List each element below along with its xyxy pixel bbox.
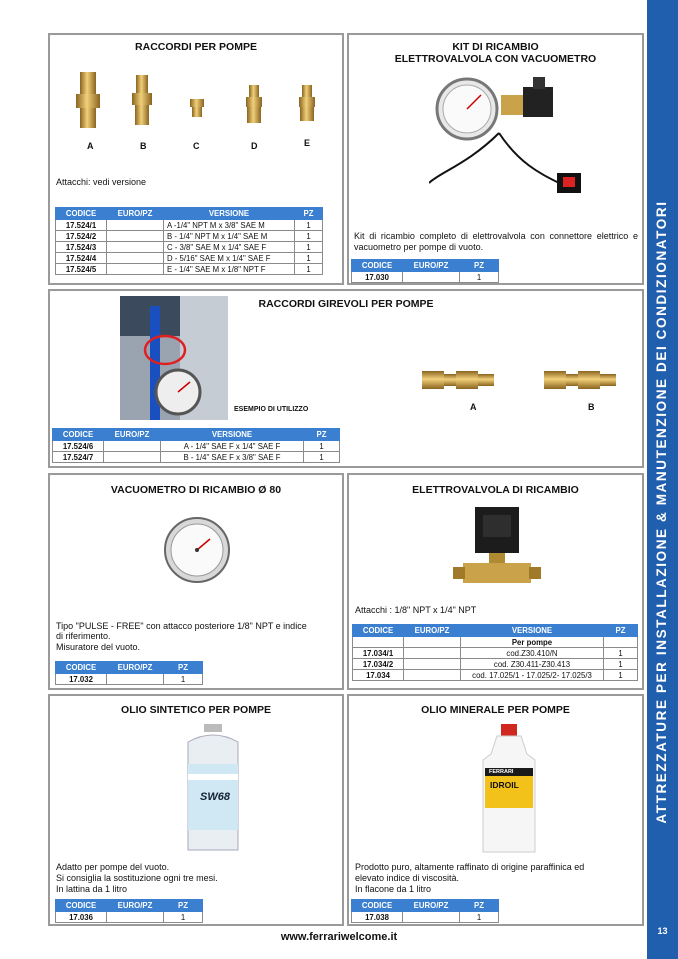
fittings-image [50,67,340,147]
col-pz: PZ [295,208,323,220]
olio-min-desc-2: elevato indice di viscosità. [355,873,460,883]
table-header-row [353,625,638,637]
kit-table [351,259,499,283]
can-label-text: SW68 [200,791,230,803]
vacuometro-desc-3: Misuratore del vuoto. [56,642,141,652]
cell-version: D - 5/16" SAE M x 1/4" SAE F [164,253,295,264]
table-row [352,912,499,923]
table-row [56,253,323,264]
fitting-label-b: B [140,141,147,151]
cell-version: cod. 17.025/1 - 17.025/2- 17.025/3 [461,670,604,681]
cell-code: 17.030 [352,272,403,283]
box-title: RACCORDI PER POMPE [135,41,257,53]
cell-euro [107,231,164,242]
table-header-row [352,900,499,912]
elettrovalvola-table [352,624,638,681]
col-euro: EURO/PZ [107,662,164,674]
cell-version: B - 1/4" NPT M x 1/4" SAE M [164,231,295,242]
cell-euro [107,242,164,253]
olio-sint-desc-2: Si consiglia la sostituzione ogni tre mesi. [56,873,218,883]
cell-subheader: Per pompe [461,637,604,648]
cell-code: 17.524/4 [56,253,107,264]
cell-euro [107,264,164,275]
col-codice: CODICE [56,208,107,220]
cell-pz: 1 [295,231,323,242]
table-header-row [352,260,499,272]
col-euro: EURO/PZ [404,625,461,637]
olio-sint-table [55,899,203,923]
olio-min-desc-3: In flacone da 1 litro [355,884,432,894]
vacuometro-desc-2: di riferimento. [56,631,111,641]
table-row [56,220,323,231]
kit-image [429,73,629,223]
swivel-label-a: A [470,402,477,412]
cell-euro [404,648,461,659]
cell-pz: 1 [304,452,340,463]
fitting-label-e: E [304,138,311,148]
cell-version: E - 1/4" SAE M x 1/8" NPT F [164,264,295,275]
cell-pz: 1 [295,242,323,253]
cell-euro [107,674,164,685]
box-olio-sintetico [48,694,344,926]
elettrovalvola-attacchi: Attacchi : 1/8" NPT x 1/4" NPT [355,605,477,615]
vacuometro-desc-1: Tipo "PULSE - FREE" con attacco posteriore 1/8" NPT e indice [56,621,307,631]
table-header-row [56,900,203,912]
table-header-row [56,662,203,674]
olio-min-desc-1: Prodotto puro, altamente raffinato di origine paraffinica ed [355,862,585,872]
box-girevoli [48,289,644,468]
raccordi-table [55,207,323,275]
box-title-line2: ELETTROVALVOLA CON VACUOMETRO [394,53,597,65]
vacuometro-table [55,661,203,685]
cell-pz: 1 [164,674,203,685]
cell-pz: 1 [460,272,499,283]
vacuum-gauge-image [162,515,232,585]
footer-url[interactable]: www.ferrariwelcome.it [280,931,398,943]
cell-euro [107,253,164,264]
cell-code: 17.524/3 [56,242,107,253]
cell-euro [403,912,460,923]
cell-euro [404,670,461,681]
cell-code: 17.034 [353,670,404,681]
col-codice: CODICE [56,662,107,674]
col-euro: EURO/PZ [403,900,460,912]
fitting-label-a: A [87,141,94,151]
cell-code: 17.032 [56,674,107,685]
table-row [56,674,203,685]
col-pz: PZ [164,900,203,912]
cell-euro [403,272,460,283]
cell-version: A - 1/4" SAE F x 1/4" SAE F [161,441,304,452]
box-title-line1: KIT DI RICAMBIO [452,41,539,53]
col-codice: CODICE [53,429,104,441]
usage-example-label: ESEMPIO DI UTILIZZO [234,406,309,413]
col-pz: PZ [460,260,499,272]
cell-code: 17.034/2 [353,659,404,670]
cell-code: 17.524/1 [56,220,107,231]
solenoid-valve-image [453,505,543,595]
cell-pz: 1 [460,912,499,923]
table-row [53,452,340,463]
cell-euro [107,220,164,231]
cell-code: 17.524/6 [53,441,104,452]
table-header-row [56,208,323,220]
cell-code [353,637,404,648]
box-title: RACCORDI GIREVOLI PER POMPE [258,298,434,310]
col-euro: EURO/PZ [107,900,164,912]
attacchi-text: Attacchi: vedi versione [56,177,147,187]
box-vacuometro [48,473,344,690]
cell-pz: 1 [295,220,323,231]
cell-code: 17.034/1 [353,648,404,659]
box-elettrovalvola [347,473,644,690]
col-pz: PZ [164,662,203,674]
olio-sint-desc-1: Adatto per pompe del vuoto. [56,862,170,872]
box-title: VACUOMETRO DI RICAMBIO Ø 80 [110,484,282,496]
cell-code: 17.036 [56,912,107,923]
col-euro: EURO/PZ [107,208,164,220]
bottle-brand-text: FERRARI [489,769,514,775]
table-subheader-row [353,637,638,648]
cell-version: cod.Z30.410/N [461,648,604,659]
col-codice: CODICE [352,260,403,272]
cell-euro [104,441,161,452]
kit-description: Kit di ricambio completo di elettrovalvola con connettore elettrico e vacuometro per pompe di vuoto. [354,231,638,252]
cell-euro [104,452,161,463]
col-euro: EURO/PZ [104,429,161,441]
girevoli-table [52,428,340,463]
table-row [56,264,323,275]
box-title: OLIO MINERALE PER POMPE [421,704,570,716]
page-number: 13 [657,926,668,936]
table-row [56,242,323,253]
cell-pz: 1 [295,253,323,264]
cell-pz: 1 [604,670,638,681]
box-kit [347,33,644,285]
cell-code: 17.524/5 [56,264,107,275]
table-row [56,231,323,242]
table-header-row [53,429,340,441]
bottle-product-text: IDROIL [490,780,519,790]
col-versione: VERSIONE [164,208,295,220]
cell-code: 17.524/7 [53,452,104,463]
olio-min-table [351,899,499,923]
cell-pz: 1 [304,441,340,452]
table-row [353,659,638,670]
cell-version: A -1/4" NPT M x 3/8" SAE M [164,220,295,231]
fitting-label-c: C [193,141,200,151]
cell-version: cod. Z30.411-Z30.413 [461,659,604,670]
synthetic-oil-can-image [178,724,248,854]
box-title: ELETTROVALVOLA DI RICAMBIO [412,484,579,496]
col-euro: EURO/PZ [403,260,460,272]
swivel-fittings-image [420,365,640,395]
fitting-label-d: D [251,141,258,151]
cell-pz: 1 [164,912,203,923]
cell-code: 17.524/2 [56,231,107,242]
swivel-label-b: B [588,402,595,412]
col-pz: PZ [304,429,340,441]
olio-sint-desc-3: In lattina da 1 litro [56,884,128,894]
cell-euro [404,637,461,648]
usage-photo [120,296,228,420]
cell-euro [404,659,461,670]
cell-pz: 1 [604,648,638,659]
cell-pz: 1 [604,659,638,670]
box-title: OLIO SINTETICO PER POMPE [121,704,271,716]
cell-euro [107,912,164,923]
sidebar-title: ATTREZZATURE PER INSTALLAZIONE & MANUTENZIONE DEI CONDIZIONATORI [654,200,669,824]
col-versione: VERSIONE [461,625,604,637]
table-row [353,670,638,681]
box-raccordi [48,33,344,285]
col-versione: VERSIONE [161,429,304,441]
table-row [53,441,340,452]
col-pz: PZ [604,625,638,637]
col-pz: PZ [460,900,499,912]
table-row [56,912,203,923]
cell-version: C - 3/8" SAE M x 1/4" SAE F [164,242,295,253]
col-codice: CODICE [56,900,107,912]
table-row [353,648,638,659]
col-codice: CODICE [353,625,404,637]
cell-version: B - 1/4" SAE F x 3/8" SAE F [161,452,304,463]
table-row [352,272,499,283]
col-codice: CODICE [352,900,403,912]
cell-pz [604,637,638,648]
cell-code: 17.038 [352,912,403,923]
box-olio-minerale [347,694,644,926]
cell-pz: 1 [295,264,323,275]
